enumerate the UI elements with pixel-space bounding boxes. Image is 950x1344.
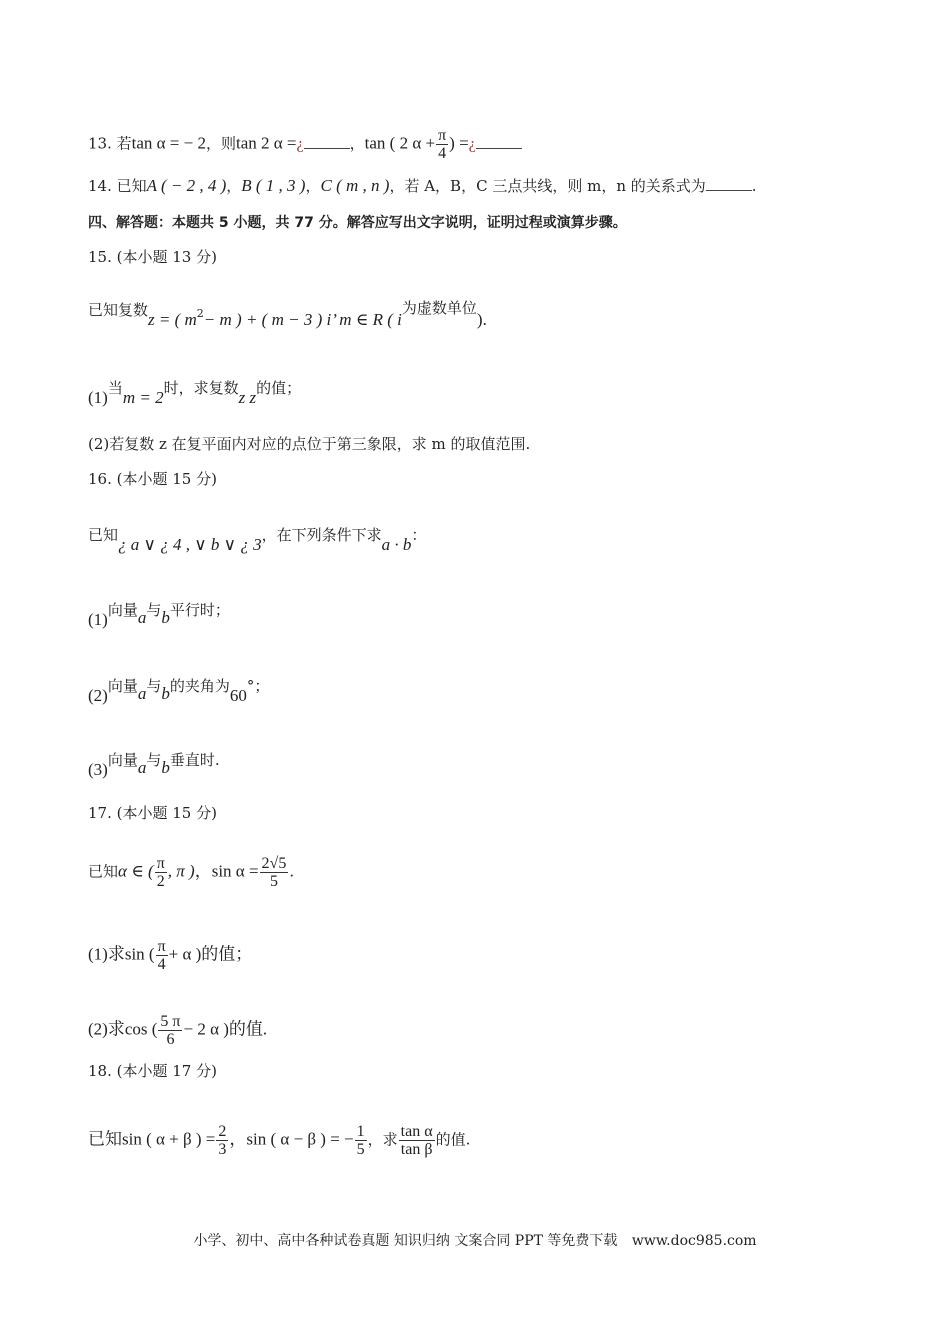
footer-text: 小学、初中、高中各种试卷真题 知识归纳 文案合同 PPT 等免费下载 [193, 1233, 618, 1249]
q17-dot: . [289, 862, 295, 881]
q16-p1-and: 与 [146, 601, 162, 619]
q18-frac-2-3 [216, 1123, 228, 1158]
q15-p1-zz: z z [238, 388, 257, 407]
q17-p2-post: − 2 α )的值. [183, 1019, 268, 1039]
q16-p2-and: 与 [146, 677, 162, 695]
q17-p2-frac-den: 6 [166, 1031, 175, 1048]
q16-p1-pre: 向量 [107, 601, 138, 619]
q13-tan2a: tan 2 α = [236, 133, 297, 153]
q13-then: ，则 [205, 134, 236, 153]
q17-frac2-den: 5 [269, 873, 278, 890]
q17-p1-post: + α )的值； [168, 944, 253, 964]
q13-fraction [436, 127, 448, 162]
q15-z-expr-2: − m ) + ( m − 3 ) i [203, 310, 332, 329]
q17-p2-frac-num: 5 π [160, 1013, 181, 1030]
q16-p3-end: 垂直时. [169, 751, 220, 769]
q13-frac-den: 4 [438, 145, 447, 162]
q16-dot-product: a · b [381, 535, 412, 554]
q14-text: ，若 A，B，C 三点共线，则 m，n 的关系式为 [389, 177, 706, 195]
q17-sin-value [260, 855, 289, 890]
q13-blank-2 [476, 136, 522, 149]
q16-p3-vec-a: a [137, 758, 147, 777]
q17-p1-label: (1) [88, 944, 108, 964]
q16-part-2 [88, 676, 270, 705]
q16-condition: ¿ a ∨ ¿ 4 , ∨ b ∨ ¿ 3 [118, 535, 262, 554]
q17-header: 17. (本小题 15 分) [88, 804, 217, 822]
q17-p2-fraction [158, 1013, 182, 1048]
q14-point-a: A ( − 2 , 4 ) [146, 176, 227, 195]
q17-part-2 [88, 1013, 267, 1048]
q16-p2-deg: 60 [229, 686, 247, 705]
q18-header: 18. (本小题 17 分) [88, 1062, 217, 1080]
q17-alpha-in: α ∈ ( [118, 861, 154, 881]
q18-frac2-num: 1 [356, 1123, 365, 1140]
q16-p1-label: (1) [88, 610, 108, 629]
q15-m-in-r: ’ m ∈ R ( i [331, 310, 402, 329]
q13-tan-expr-close: ) = [449, 133, 469, 153]
q13-tan-alpha: tan α = − 2 [131, 133, 206, 153]
q18-frac2-den: 5 [356, 1141, 365, 1158]
q17-statement [88, 855, 294, 890]
q15-p1-label: (1) [88, 388, 108, 407]
q13-blank-1 [304, 136, 350, 149]
q13-tan-expr: tan ( 2 α + [364, 133, 436, 153]
q18-frac1-num: 2 [218, 1123, 227, 1140]
q15-p1-m: m = 2 [122, 388, 164, 407]
q16-header: 16. (本小题 15 分) [88, 470, 217, 488]
q18-tan-ratio [399, 1123, 435, 1158]
q18-statement [88, 1123, 470, 1158]
q16-p2-vec-b: b [161, 684, 170, 703]
q13-placeholder-1: ¿ [296, 135, 304, 153]
q17-part-1 [88, 938, 252, 973]
footer-url[interactable]: www.doc985.com [631, 1233, 757, 1249]
q16-p3-pre: 向量 [107, 751, 138, 769]
q14-end: . [751, 177, 757, 195]
q17-sin-a: ，sin α = [194, 861, 259, 881]
q15-p1-when: 当 [107, 379, 123, 397]
q15-sup-2: 2 [196, 307, 204, 320]
q13-comma: ， [349, 134, 365, 153]
q14-blank [706, 178, 752, 191]
q16-p3-label: (3) [88, 760, 108, 779]
q17-pi-close: , π ) [167, 861, 195, 881]
q16-p2-vec-a: a [137, 684, 147, 703]
q16-part-1 [88, 600, 230, 629]
q18-frac3-num: tan α [400, 1123, 433, 1140]
q15-close: ). [476, 310, 487, 329]
q16-p2-label: (2) [88, 686, 108, 705]
q18-frac-1-5 [355, 1123, 367, 1158]
q16-p3-and: 与 [146, 751, 162, 769]
q17-p2-pre: 求cos ( [107, 1019, 158, 1039]
q16-statement [88, 525, 427, 554]
q16-colon: ： [411, 526, 427, 544]
q13-placeholder-2: ¿ [468, 135, 476, 153]
q15-part-1 [88, 378, 302, 407]
q18-mid: ，sin ( α − β ) = − [229, 1129, 354, 1149]
q14-point-b: B ( 1 , 3 ) [241, 176, 306, 195]
q17-frac2-num: 2√5 [261, 855, 287, 872]
q15-p1-end: 的值； [256, 379, 302, 397]
q16-p2-end: °； [246, 677, 270, 695]
q15-intro: 已知复数 [88, 301, 149, 319]
q15-header: 15. (本小题 13 分) [88, 248, 217, 266]
q16-p1-end: 平行时； [169, 601, 230, 619]
q17-p1-frac-den: 4 [157, 956, 166, 973]
question-13 [88, 127, 522, 162]
q17-p1-fraction [156, 938, 168, 973]
q16-p1-vec-b: b [161, 608, 170, 627]
q15-part-2: (2)若复数 z 在复平面内对应的点位于第三象限，求 m 的取值范围. [88, 435, 531, 453]
q15-z-expr: z = ( m [148, 310, 197, 329]
q18-end: 的值. [435, 1130, 471, 1149]
q18-intro: 已知sin ( α + β ) = [88, 1129, 216, 1149]
q17-p1-frac-num: π [157, 938, 166, 955]
q15-p1-text: 时，求复数 [163, 379, 239, 397]
q15-statement [88, 299, 487, 329]
q15-note: 为虚数单位 [401, 299, 477, 317]
question-14: 14. 已知A ( − 2 , 4 )，B ( 1 , 3 )，C ( m , n )，若 A，B，C 三点共线，则 m，n 的关系式为 . [88, 176, 757, 195]
q18-ask: ，求 [367, 1130, 398, 1149]
q16-p3-vec-b: b [161, 758, 170, 777]
q16-part-3 [88, 750, 220, 779]
q16-p2-pre: 向量 [107, 677, 138, 695]
q13-frac-num: π [438, 127, 447, 144]
q16-p1-vec-a: a [137, 608, 147, 627]
q17-frac1-num: π [156, 855, 165, 872]
section-4-heading: 四、解答题：本题共 5 小题，共 77 分。解答应写出文字说明，证明过程或演算步骤。 [88, 215, 627, 231]
q17-p2-label: (2) [88, 1019, 108, 1039]
q18-frac3-den: tan β [400, 1141, 433, 1158]
q16-intro: 已知 [88, 526, 119, 544]
q17-frac1-den: 2 [156, 873, 165, 890]
q17-intro: 已知 [88, 862, 119, 881]
page-footer [0, 1230, 950, 1250]
q13-number: 13. 若 [88, 134, 132, 153]
q14-intro: 14. 已知 [88, 177, 147, 195]
q18-frac1-den: 3 [218, 1141, 227, 1158]
q14-point-c: C ( m , n ) [320, 176, 390, 195]
q17-pi-over-2 [155, 855, 167, 890]
q17-p1-pre: 求sin ( [107, 944, 155, 964]
q16-mid: ，在下列条件下求 [261, 526, 382, 544]
q16-p2-mid: 的夹角为 [169, 677, 230, 695]
